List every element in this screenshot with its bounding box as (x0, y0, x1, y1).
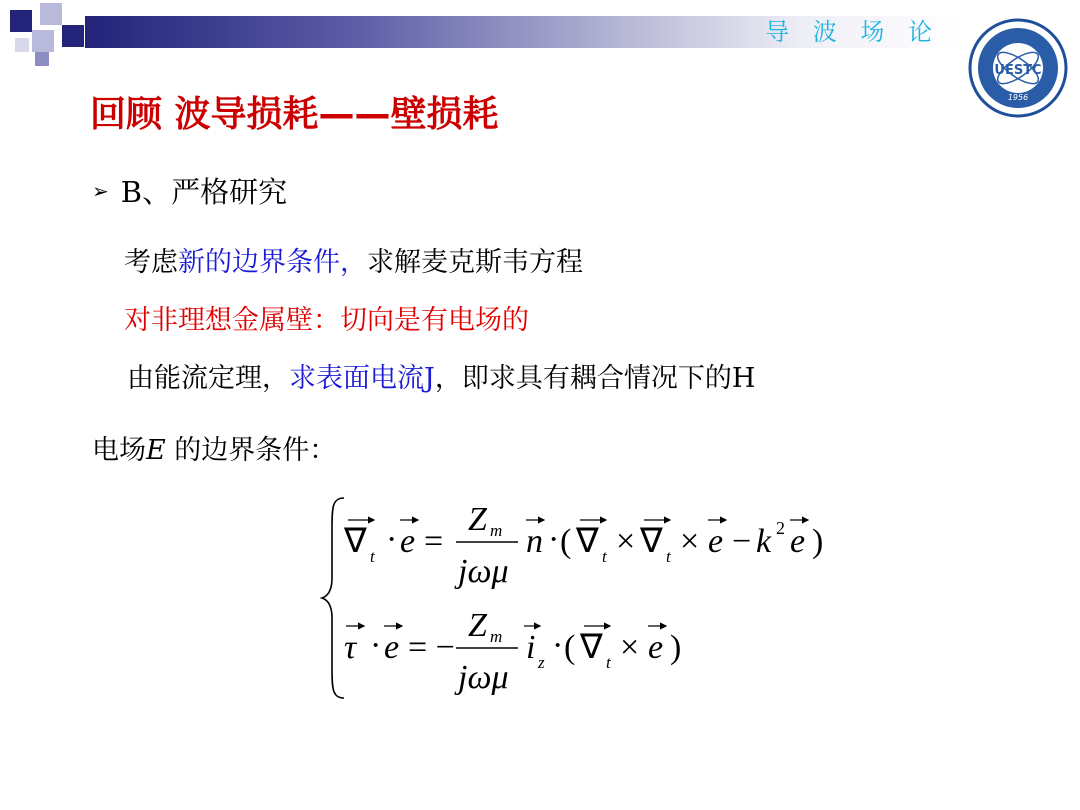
svg-text:∇: ∇ (640, 523, 663, 560)
svg-text:Z: Z (468, 501, 487, 538)
corner-square (62, 25, 84, 47)
svg-text:(: ( (560, 523, 572, 560)
svg-text:= −: = − (408, 629, 455, 666)
svg-text:e: e (648, 629, 664, 666)
corner-square (32, 30, 54, 52)
svg-text:τ: τ (344, 629, 357, 666)
svg-text:2: 2 (776, 518, 785, 538)
text-line-metal-wall: 对非理想金属壁：切向是有电场的 (124, 305, 529, 336)
svg-text:z: z (538, 653, 545, 672)
svg-text:−: − (732, 523, 752, 560)
svg-text:Z: Z (468, 607, 487, 644)
corner-square (40, 3, 62, 25)
svg-text:=: = (424, 523, 444, 560)
svg-text:·: · (548, 521, 560, 558)
svg-text:jωμ: jωμ (458, 553, 509, 590)
corner-square (10, 10, 32, 32)
corner-square (15, 38, 29, 52)
bullet-item (92, 170, 287, 211)
brace (322, 498, 344, 698)
svg-text:∇: ∇ (580, 629, 603, 666)
svg-text:t: t (666, 547, 671, 566)
svg-text:×: × (620, 629, 640, 666)
svg-text:(: ( (564, 629, 576, 666)
svg-text:): ) (670, 629, 682, 666)
svg-text:×: × (616, 523, 636, 560)
svg-text:): ) (812, 523, 824, 560)
svg-text:t: t (606, 653, 611, 672)
svg-text:e: e (384, 629, 400, 666)
svg-text:×: × (680, 523, 700, 560)
svg-text:m: m (490, 521, 503, 540)
svg-text:UESTC: UESTC (994, 63, 1042, 78)
course-title: 导 波 场 论 (765, 18, 940, 46)
corner-square (35, 52, 49, 66)
bullet-text: B、严格研究 (120, 175, 288, 209)
arrow-bullet-icon: ➢ (92, 178, 109, 203)
text-line-efield: 电场E 的边界条件： (92, 435, 337, 466)
svg-text:k: k (756, 523, 772, 560)
university-logo (968, 18, 1068, 118)
svg-text:m: m (490, 627, 503, 646)
svg-text:e: e (400, 523, 416, 560)
svg-text:t: t (370, 547, 375, 566)
svg-text:∇: ∇ (344, 523, 367, 560)
svg-text:t: t (602, 547, 607, 566)
slide-title: 回顾 波导损耗——壁损耗 (90, 94, 499, 135)
svg-text:i: i (526, 629, 536, 666)
svg-text:·: · (552, 627, 564, 664)
svg-text:·: · (386, 521, 398, 558)
text-line-boundary: 考虑新的边界条件，求解麦克斯韦方程 (124, 247, 583, 278)
boundary-equations (318, 490, 838, 705)
svg-text:n: n (526, 523, 543, 560)
svg-text:jωμ: jωμ (458, 659, 509, 696)
svg-text:e: e (790, 523, 806, 560)
svg-text:1956: 1956 (1007, 93, 1029, 102)
text-line-energy-flow: 由能流定理，求表面电流J，即求具有耦合情况下的H (127, 363, 756, 394)
equation-2 (344, 607, 681, 696)
svg-text:·: · (370, 627, 382, 664)
equation-1 (343, 501, 823, 590)
svg-text:e: e (708, 523, 724, 560)
svg-text:∇: ∇ (576, 523, 599, 560)
